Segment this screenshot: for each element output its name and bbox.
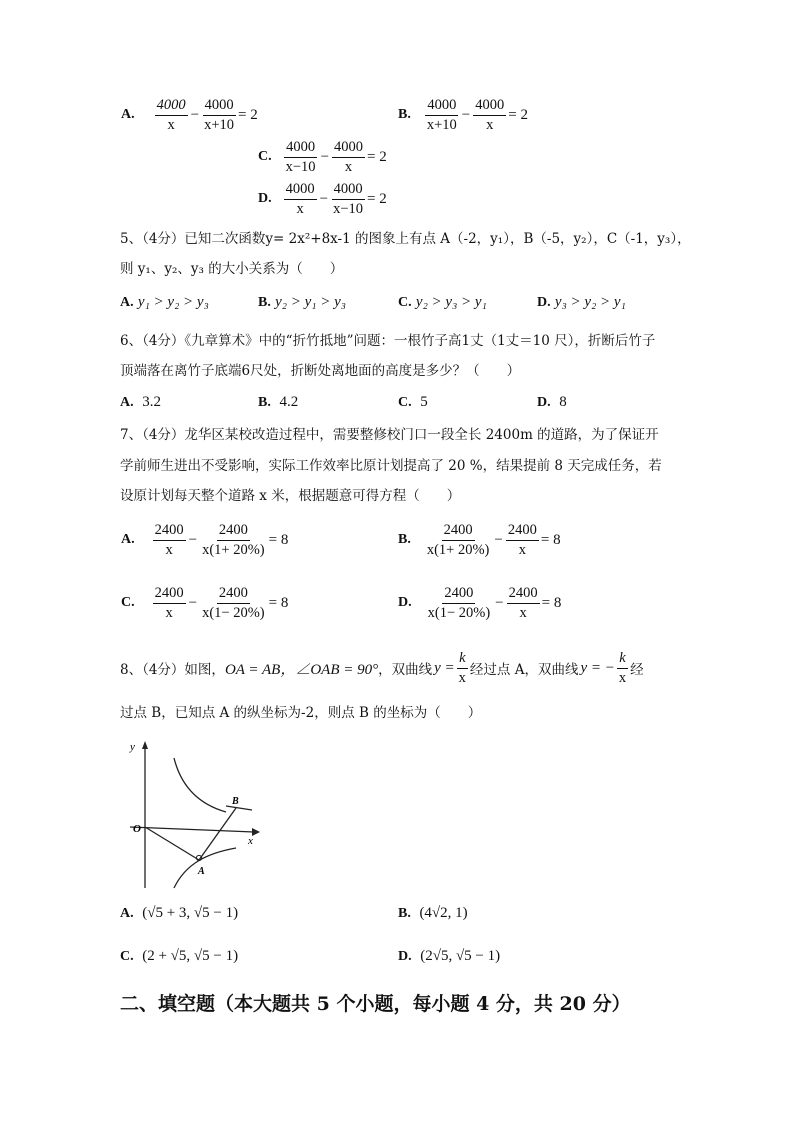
q4-option-c[interactable]: C. $\frac{4000}{x-10}$ − $\frac{4000}{x}$ = 2 [258,139,387,175]
fraction: $\frac{4000}{x}$ [334,139,364,175]
q6-option-a[interactable]: A. 3.2 [120,394,161,410]
q8-stem-line1: 8、（4分）如图， OA = AB，∠OAB = 90° ，双曲线 y = $\frac{k}{x}$ 经过点 A，双曲线 y = − $\frac{k}{x}$ 经 [120,650,644,686]
fraction: $\frac{2400}{x}$ [508,585,538,621]
fraction: $\frac{2400}{x(1- 20\%)}$ [427,585,491,621]
q6-option-d[interactable]: D. 8 [537,394,567,410]
line-through-b [226,806,252,810]
y-axis-arrow [142,741,148,749]
q8-option-d[interactable]: D. (2√5, √5 − 1) [398,948,501,964]
q5-option-a[interactable]: A. y₁ > y₂ > y₃ [120,294,209,310]
fraction: $\frac{4000}{x+10}$ [426,97,457,133]
y-axis-label: y [130,741,135,753]
fraction: $\frac{2400}{x}$ [154,522,184,558]
equation-rhs: = 2 [367,190,387,207]
q8-option-b[interactable]: B. (4√2, 1) [398,905,468,921]
q8-condition: OA = AB，∠OAB = 90° [224,661,379,678]
x-axis-label: x [248,835,253,847]
option-label: A. [121,107,135,123]
q7-option-d[interactable]: D. $\frac{2400}{x(1- 20\%)}$ − $\frac{2400}{x}$ = 8 [398,585,562,621]
q7-option-a[interactable]: A. $\frac{2400}{x}$ − $\frac{2400}{x(1+ 20\%)}$ = 8 [121,522,289,558]
fraction: $\frac{2400}{x(1+ 20\%)}$ [202,522,265,558]
fraction: $\frac{k}{x}$ [618,650,627,686]
equation-rhs: = 2 [238,106,258,123]
section-title: 二、填空题（本大题共 5 个小题，每小题 4 分，共 20 分） [120,993,631,1015]
equation-rhs: = 2 [508,106,528,123]
q6-option-c[interactable]: C. 5 [398,394,428,410]
q7-stem-line1: 7、（4分）龙华区某校改造过程中，需要整修校门口一段全长 2400m 的道路，为了保证开 [120,427,659,443]
point-a-label: A [198,866,205,877]
option-label: B. [398,107,411,123]
q5-option-c[interactable]: C. y₂ > y₃ > y₁ [398,294,487,310]
q8-option-a[interactable]: A. (√5 + 3, √5 − 1) [120,905,239,921]
q8-option-c[interactable]: C. (2 + √5, √5 − 1) [120,948,239,964]
q7-stem-line2: 学前师生进出不受影响，实际工作效率比原计划提高了 20 %，结果提前 8 天完成任务，若 [120,458,662,474]
segment-oa [145,827,199,860]
q6-option-b[interactable]: B. 4.2 [258,394,299,410]
point-b-label: B [232,796,239,807]
q5-option-d[interactable]: D. y₃ > y₂ > y₁ [537,294,626,310]
q8-stem-line2: 过点 B，已知点 A 的纵坐标为-2，则点 B 的坐标为（ ） [120,705,482,721]
q4-option-a[interactable]: A. $\frac{4000}{x}$ − $\frac{4000}{x+10}$ = 2 [121,97,258,133]
q7-option-b[interactable]: B. $\frac{2400}{x(1+ 20\%)}$ − $\frac{2400}{x}$ = 8 [398,522,561,558]
q4-option-b[interactable]: B. $\frac{4000}{x+10}$ − $\frac{4000}{x}$ = 2 [398,97,528,133]
fraction: $\frac{2400}{x(1+ 20\%)}$ [426,522,490,558]
q7-stem-line3: 设原计划每天整个道路 x 米，根据题意可得方程（ ） [120,488,461,504]
fraction: $\frac{k}{x}$ [458,650,466,686]
q5-stem-line2: 则 y₁、y₂、y₃ 的大小关系为（ ） [120,261,344,277]
q7-option-c[interactable]: C. $\frac{2400}{x}$ − $\frac{2400}{x(1- 20\%)}$ = 8 [121,585,289,621]
fraction: $\frac{4000}{x+10}$ [204,97,235,133]
option-label: D. [258,191,272,207]
fraction: $\frac{2400}{x(1- 20\%)}$ [202,585,265,621]
q6-stem-line2: 顶端落在离竹子底端6尺处，折断处离地面的高度是多少？（ ） [120,363,521,379]
q5-option-b[interactable]: B. y₂ > y₁ > y₃ [258,294,347,310]
x-axis-arrow [252,828,260,836]
fraction: $\frac{4000}{x-10}$ [285,139,316,175]
option-label: C. [258,149,272,165]
q4-option-d[interactable]: D. $\frac{4000}{x}$ − $\frac{4000}{x-10}$ = 2 [258,181,387,217]
fraction: $\frac{2400}{x}$ [154,585,184,621]
hyperbola-upper [174,758,226,812]
fraction: $\frac{4000}{x}$ [285,181,315,217]
fraction: $\frac{4000}{x}$ [475,97,505,133]
hyperbola-lower [174,848,236,888]
fraction: $\frac{2400}{x}$ [507,522,537,558]
equation-rhs: = 2 [367,148,387,165]
fraction: $\frac{4000}{x-10}$ [333,181,364,217]
point-o-label: O [133,823,141,835]
q8-figure [126,738,266,890]
q5-stem-line1: 5、（4分）已知二次函数y= 2x²+8x-1 的图象上有点 A（-2，y₁），B（-5，y₂），C（-1，y₃）， [120,231,691,247]
fraction: $\frac{4000}{x}$ [156,97,186,133]
q6-stem-line1: 6、（4分）《九章算术》中的“折竹抵地”问题：一根竹子高1丈（1丈＝10 尺），折断后竹子 [120,333,656,349]
